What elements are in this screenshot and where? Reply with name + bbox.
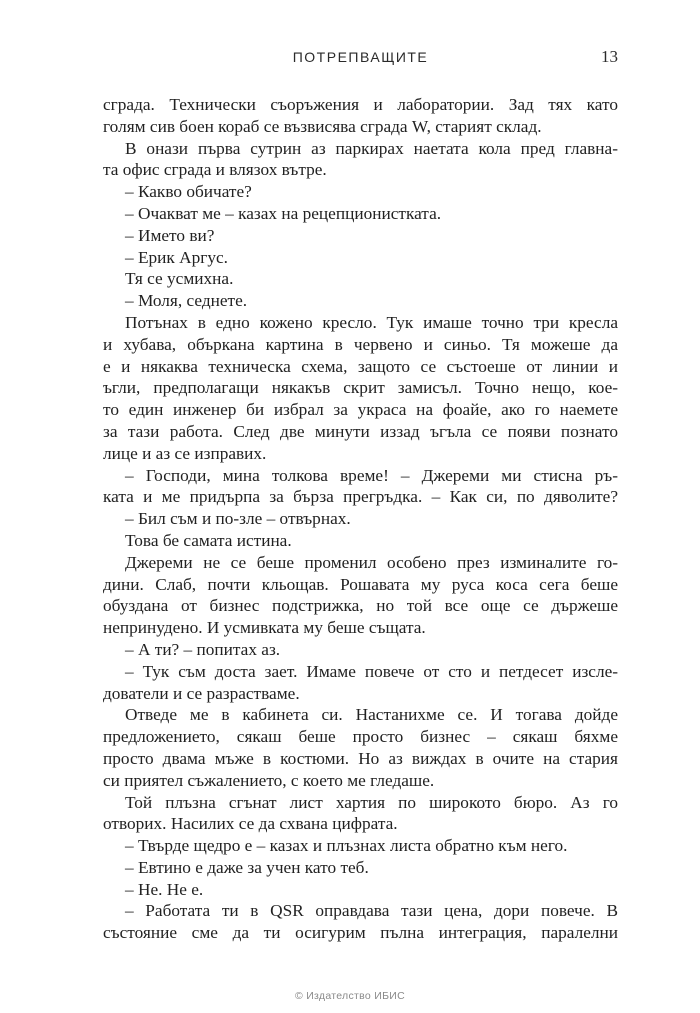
- text-line: сграда. Технически съоръжения и лаборатории. Зад тях като: [103, 95, 618, 114]
- text-line: – Тук съм доста зает. Имаме повече от сто и петдесет изсле-: [125, 661, 618, 681]
- text-line: та офис сграда и влязох вътре.: [103, 160, 327, 180]
- text-line: голям сив боен кораб се възвисява сграда W, старият склад.: [103, 116, 542, 136]
- text-line: – Ерик Аргус.: [125, 247, 228, 267]
- text-line: – Очакват ме – казах на рецепционистката.: [125, 203, 442, 223]
- text-line: – Бил съм и по-зле – отвърнах.: [125, 509, 351, 529]
- text-line: – Твърде щедро е – казах и плъзнах листа обратно към него.: [125, 836, 568, 856]
- text-line: В онази първа сутрин аз паркирах наетата кола пред главна-: [125, 138, 618, 158]
- running-header: [103, 47, 618, 71]
- text-line: и хубава, объркана картина в червено и синьо. Тя можеше да: [103, 334, 618, 354]
- text-line: за тази работа. След две минути иззад ъгъла се появи познато: [103, 421, 618, 441]
- text-line: ката и ме придърпа за бърза прегръдка. – Как си, по дяволите?: [103, 487, 618, 507]
- text-line: – Моля, седнете.: [125, 291, 248, 311]
- text-line: Това бе самата истина.: [125, 530, 292, 550]
- text-line: си приятел съжалението, с което ме гледаше.: [103, 770, 435, 790]
- body-text: [103, 94, 618, 944]
- text-line: – Евтино е даже за учен като теб.: [125, 857, 369, 877]
- text-line: предложението, сякаш беше просто бизнес – сякаш бяхме: [103, 727, 618, 747]
- text-line: – Какво обичате?: [125, 182, 252, 202]
- text-line: е и някаква техническа схема, защото се състоеше от линии и: [103, 356, 618, 376]
- text-line: – Работата ти в QSR оправдава тази цена, дори повече. В: [125, 901, 618, 921]
- text-line: Джереми не се беше променил особено през изминалите го-: [125, 552, 618, 572]
- text-line: – Името ви?: [125, 225, 215, 245]
- text-line: просто двама мъже в костюми. Но аз виждах в очите на стария: [103, 748, 618, 768]
- text-line: то един инженер би избрал за украса на фоайе, ако го наемете: [103, 400, 618, 420]
- text-line: лице и аз се изправих.: [103, 443, 267, 463]
- copyright-footer: © Издателство ИБИС: [294, 990, 406, 1002]
- text-line: ъгли, предполагащи някакъв скрит замисъл. Точно нещо, кое-: [103, 378, 618, 398]
- page-number: 13: [601, 47, 618, 66]
- text-line: Той плъзна сгънат лист хартия по широкото бюро. Аз го: [125, 792, 618, 812]
- text-line: – Не. Не е.: [125, 879, 204, 899]
- text-line: непринудено. И усмивката му беше същата.: [103, 618, 426, 638]
- text-line: Тя се усмихна.: [125, 269, 234, 289]
- text-line: – А ти? – попитах аз.: [125, 639, 281, 659]
- running-title: ПОТРЕПВАЩИТЕ: [292, 49, 429, 65]
- text-line: дователи и се разрастваме.: [103, 683, 300, 703]
- text-line: Потънах в едно кожено кресло. Тук имаше точно три кресла: [125, 312, 618, 332]
- text-line: отворих. Насилих се да схвана цифрата.: [103, 814, 398, 834]
- text-line: Отведе ме в кабинета си. Настанихме се. И тогава дойде: [125, 705, 618, 725]
- text-line: обуздана от бизнес подстрижка, но той все още се държеше: [103, 596, 618, 616]
- text-line: състояние сме да ти осигурим пълна интеграция, паралелни: [103, 923, 618, 943]
- text-line: дини. Слаб, почти кльощав. Рошавата му руса коса сега беше: [103, 574, 618, 594]
- text-line: – Господи, мина толкова време! – Джереми ми стисна ръ-: [125, 465, 618, 485]
